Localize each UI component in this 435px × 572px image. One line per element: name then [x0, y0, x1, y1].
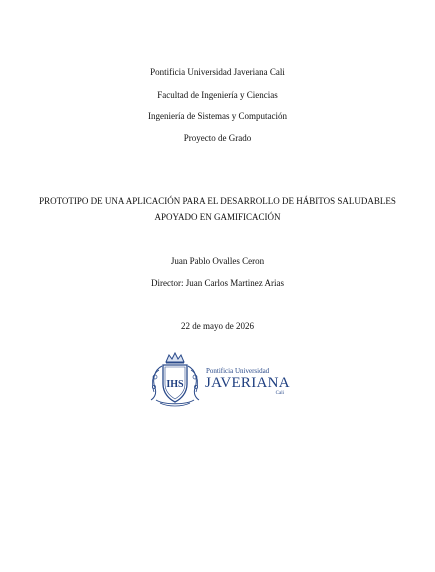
university-logo: [146, 350, 290, 408]
department-name: Ingeniería de Sistemas y Computación: [148, 111, 287, 121]
logo-top-text: Pontificia Universidad: [206, 367, 270, 375]
author-name: Juan Pablo Ovalles Ceron: [170, 256, 265, 266]
university-name: Pontificia Universidad Javeriana Cali: [150, 67, 285, 77]
logo-city-text: Cali: [275, 391, 284, 396]
document-date: 22 de mayo de 2026: [181, 321, 254, 331]
thesis-title-line-1: PROTOTIPO DE UNA APLICACIÓN PARA EL DESARROLLO DE HÁBITOS SALUDABLES: [39, 196, 396, 206]
university-crest-icon: [146, 350, 204, 408]
logo-main-text: JAVERIANA: [205, 375, 290, 391]
crest-monogram: IHS: [166, 379, 184, 390]
project-type: Proyecto de Grado: [183, 133, 252, 143]
thesis-title-line-2: APOYADO EN GAMIFICACIÓN: [154, 212, 281, 222]
director-name: Director: Juan Carlos Martinez Arias: [151, 278, 284, 288]
faculty-name: Facultad de Ingeniería y Ciencias: [157, 90, 278, 100]
